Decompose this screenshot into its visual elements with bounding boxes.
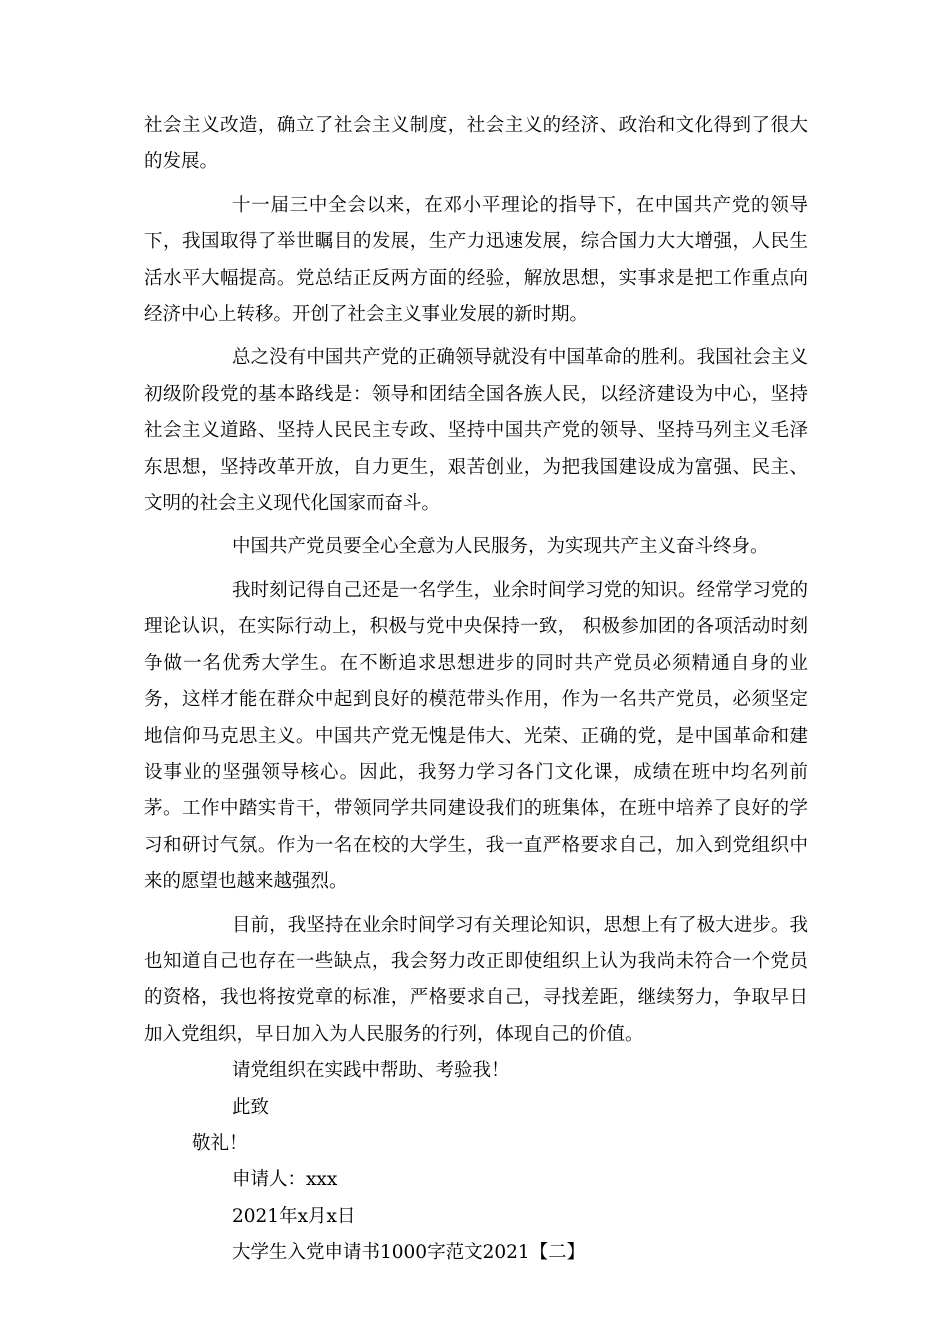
paragraph-continuation: 社会主义改造，确立了社会主义制度，社会主义的经济、政治和文化得到了很大的发展。 [144,115,808,173]
paragraph-current-progress: 目前，我坚持在业余时间学习有关理论知识，思想上有了极大进步。我也知道自己也存在一些缺点，我会努力改正即使组织上认为我尚未符合一个党员的资格，我也将按党章的标准，严格要求自己，寻找差距，继续努力，争取早日加入党组织，早日加入为人民服务的行列，体现自己的价值。 [144,914,808,1045]
paragraph-student-study: 我时刻记得自己还是一名学生，业余时间学习党的知识。经常学习党的理论认识，在实际行动上，积极与党中央保持一致， 积极参加团的各项活动时刻争做一名优秀大学生。在不断追求思想进步的同时共产党员必须精通自身的业务，这样才能在群众中起到良好的模范带头作用，作为一名共产党员，必须坚定地信仰马克思主义。中国共产党无愧是伟大、光荣、正确的党，是中国革命和建设事业的坚强领导核心。因此，我努力学习各门文化课，成绩在班中均名列前茅。工作中踏实肯干，带领同学共同建设我们的班集体，在班中培养了良好的学习和研讨气氛。作为一名在校的大学生，我一直严格要求自己，加入到党组织中来的愿望也越来越强烈。 [144,579,808,893]
salute-line: 敬礼！ [192,1132,248,1154]
paragraph-basic-line: 总之没有中国共产党的正确领导就没有中国革命的胜利。我国社会主义初级阶段党的基本路线是：领导和团结全国各族人民，以经济建设为中心，坚持社会主义道路、坚持人民民主专政、坚持中国共产党的领导、坚持马列主义毛泽东思想，坚持改革开放，自力更生，艰苦创业，为把我国建设成为富强、民主、文明的社会主义现代化国家而奋斗。 [144,347,808,515]
next-section-title: 大学生入党申请书1000字范文2021【二】 [232,1242,586,1264]
applicant-line: 申请人：xxx [232,1169,338,1191]
request-line: 请党组织在实践中帮助、考验我！ [232,1060,510,1082]
paragraph-reform-opening: 十一届三中全会以来，在邓小平理论的指导下，在中国共产党的领导下，我国取得了举世瞩目的发展，生产力迅速发展，综合国力大大增强，人民生活水平大幅提高。党总结正反两方面的经验，解放思想，实事求是把工作重点向经济中心上转移。开创了社会主义事业发展的新时期。 [144,194,808,326]
closing-line: 此致 [232,1096,270,1118]
paragraph-serve-people: 中国共产党员要全心全意为人民服务，为实现共产主义奋斗终身。 [232,536,769,558]
date-line: 2021年x月x日 [232,1205,356,1227]
document-body [144,108,808,1272]
